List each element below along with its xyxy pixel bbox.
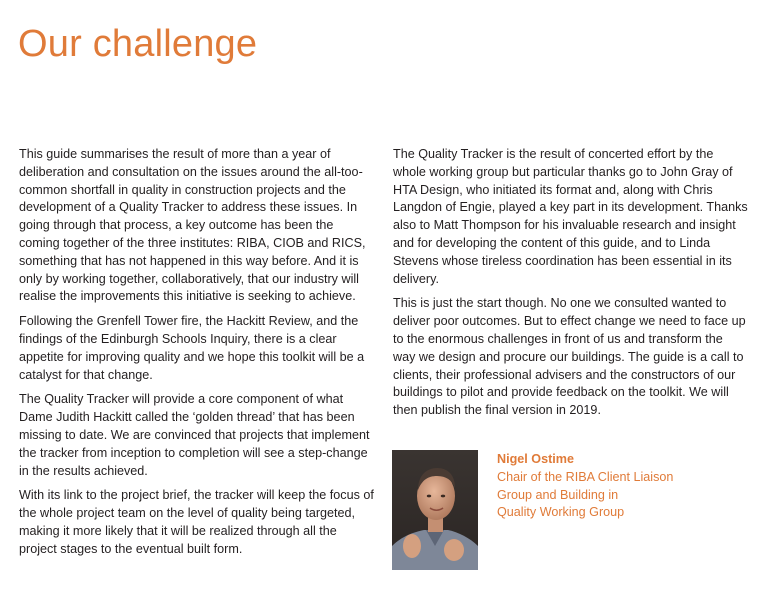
left-paragraph-3: The Quality Tracker will provide a core component of what Dame Judith Hackitt called the ‘golden thread’ that has been missing to date. We are convinced that projects that implement the tracker from inception to completion will see a step-change in the results achieved. xyxy=(19,392,370,478)
right-paragraph-2: This is just the start though. No one we consulted wanted to deliver poor outcomes. But to effect change we need to face up to the enormous challenges in front of us and transform the way we design and procure our buildings. The guide is a call to clients, their professional advisers and the constructors of our buildings to pilot and provide feedback on the toolkit. We will then publish the final version in 2019. xyxy=(393,296,746,418)
author-role-line-3: Quality Working Group xyxy=(497,505,625,520)
author-profile xyxy=(392,450,752,570)
left-paragraph-1: This guide summarises the result of more than a year of deliberation and consultation on the issues around the all-too-common shortfall in quality in construction projects and the development of a Quality Tracker to address these issues. In going through that process, a key outcome has been the coming together of the three institutes: RIBA, CIOB and RICS, something that has not happened in this way before. And it is only by working together, collaboratively, that our industry will realise the improvements this initiative is seeking to achieve. xyxy=(19,147,366,304)
author-caption xyxy=(497,451,737,522)
right-paragraph-1: The Quality Tracker is the result of concerted effort by the whole working group but particular thanks go to John Gray of HTA Design, who initiated its format and, along with Chris Langdon of Engie, played a key part in its development. Thanks also to Matt Thompson for his invaluable research and insight and for developing the content of this guide, and to Linda Stevens whose tireless coordination has been essential in its delivery. xyxy=(393,147,748,286)
left-paragraph-4: With its link to the project brief, the tracker will keep the focus of the whole project team on the level of quality being targeted, making it more likely that it will be realized through all the project stages to the eventual built form. xyxy=(19,488,374,556)
right-column xyxy=(393,146,748,427)
author-role-line-1: Chair of the RIBA Client Liaison xyxy=(497,469,674,484)
left-column xyxy=(19,146,376,566)
author-role-line-2: Group and Building in xyxy=(497,487,619,502)
author-photo xyxy=(392,450,478,570)
left-paragraph-2: Following the Grenfell Tower fire, the Hackitt Review, and the findings of the Edinburgh Schools Inquiry, there is a clear appetite for improving quality and we hope this toolkit will be a catalyst for that change. xyxy=(19,314,365,382)
page-title: Our challenge xyxy=(18,23,258,65)
author-name: Nigel Ostime xyxy=(497,452,574,466)
